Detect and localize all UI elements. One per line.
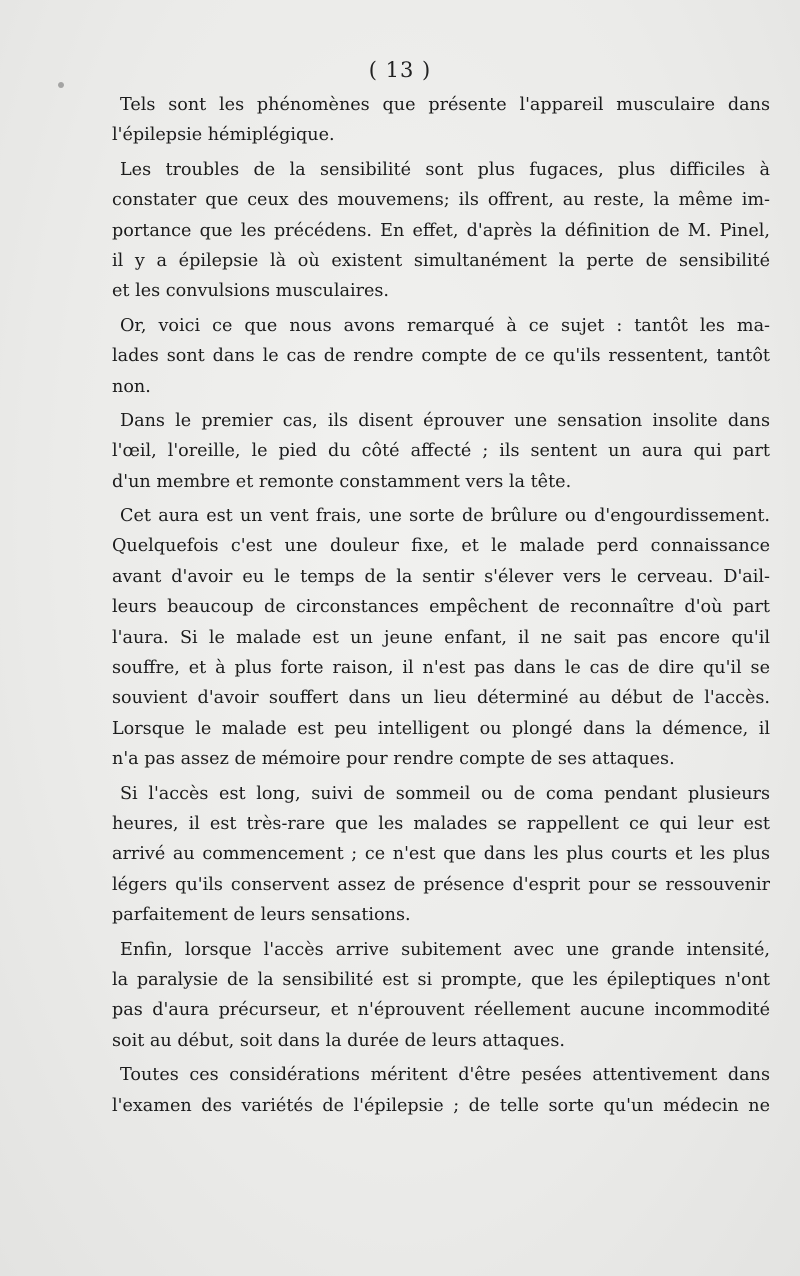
text-line: l'aura. Si le malade est un jeune enfant, il ne sait pas encore qu'il xyxy=(112,627,770,648)
text-line: il y a épilepsie là où existent simultanément la perte de sensibilité xyxy=(112,250,770,271)
text-line: lades sont dans le cas de rendre compte de ce qu'ils ressentent, tantôt xyxy=(112,346,770,367)
text-line: Enfin, lorsque l'accès arrive subitement avec une grande intensité, xyxy=(120,939,770,960)
text-line: Tels sont les phénomènes que présente l'appareil musculaire dans xyxy=(120,95,770,115)
text-line: portance que les précédens. En effet, d'après la définition de M. Pinel, xyxy=(112,220,770,241)
body-text xyxy=(112,90,770,1121)
text-line: l'œil, l'oreille, le pied du côté affecté ; ils sentent un aura qui part xyxy=(112,441,770,462)
text-line: souvient d'avoir souffert dans un lieu déterminé au début de l'accès. xyxy=(112,688,770,709)
text-line: Dans le premier cas, ils disent éprouver une sensation insolite dans xyxy=(120,410,770,431)
ink-spot xyxy=(58,82,64,88)
text-line: l'épilepsie hémiplégique. xyxy=(112,125,335,146)
text-line: Toutes ces considérations méritent d'être pesées attentivement dans xyxy=(120,1065,770,1086)
text-line: l'examen des variétés de l'épilepsie ; de telle sorte qu'un médecin ne xyxy=(112,1095,770,1116)
text-line: arrivé au commencement ; ce n'est que dans les plus courts et les plus xyxy=(112,844,770,865)
text-line: soit au début, soit dans la durée de leurs attaques. xyxy=(112,1030,566,1051)
text-line: la paralysie de la sensibilité est si prompte, que les épileptiques n'ont xyxy=(112,969,770,990)
text-line: non. xyxy=(112,376,151,397)
text-line: constater que ceux des mouvemens; ils offrent, au reste, la même im- xyxy=(112,190,770,211)
text-line: Cet aura est un vent frais, une sorte de brûlure ou d'engourdissement. xyxy=(120,506,770,527)
page-number: ( 13 ) xyxy=(368,58,432,82)
text-line: Or, voici ce que nous avons remarqué à ce sujet : tantôt les ma- xyxy=(120,315,770,336)
text-line: Quelquefois c'est une douleur fixe, et le malade perd connaissance xyxy=(112,536,770,557)
text-line: Les troubles de la sensibilité sont plus fugaces, plus difficiles à xyxy=(120,159,770,180)
text-line: leurs beaucoup de circonstances empêchent de reconnaître d'où part xyxy=(112,597,770,618)
text-line: Lorsque le malade est peu intelligent ou plongé dans la démence, il xyxy=(112,718,770,739)
text-line: souffre, et à plus forte raison, il n'est pas dans le cas de dire qu'il se xyxy=(112,658,770,679)
text-line: Si l'accès est long, suivi de sommeil ou de coma pendant plusieurs xyxy=(120,783,770,804)
text-line: avant d'avoir eu le temps de la sentir s'élever vers le cerveau. D'ail- xyxy=(112,566,770,587)
text-line: et les convulsions musculaires. xyxy=(112,281,390,302)
text-line: parfaitement de leurs sensations. xyxy=(112,905,411,926)
text-line: d'un membre et remonte constamment vers la tête. xyxy=(112,471,572,492)
text-line: n'a pas assez de mémoire pour rendre compte de ses attaques. xyxy=(112,749,675,770)
text-line: pas d'aura précurseur, et n'éprouvent réellement aucune incommodité xyxy=(112,1000,770,1021)
text-line: heures, il est très-rare que les malades se rappellent ce qui leur est xyxy=(112,813,770,834)
text-line: légers qu'ils conservent assez de présence d'esprit pour se ressouvenir xyxy=(112,874,770,895)
